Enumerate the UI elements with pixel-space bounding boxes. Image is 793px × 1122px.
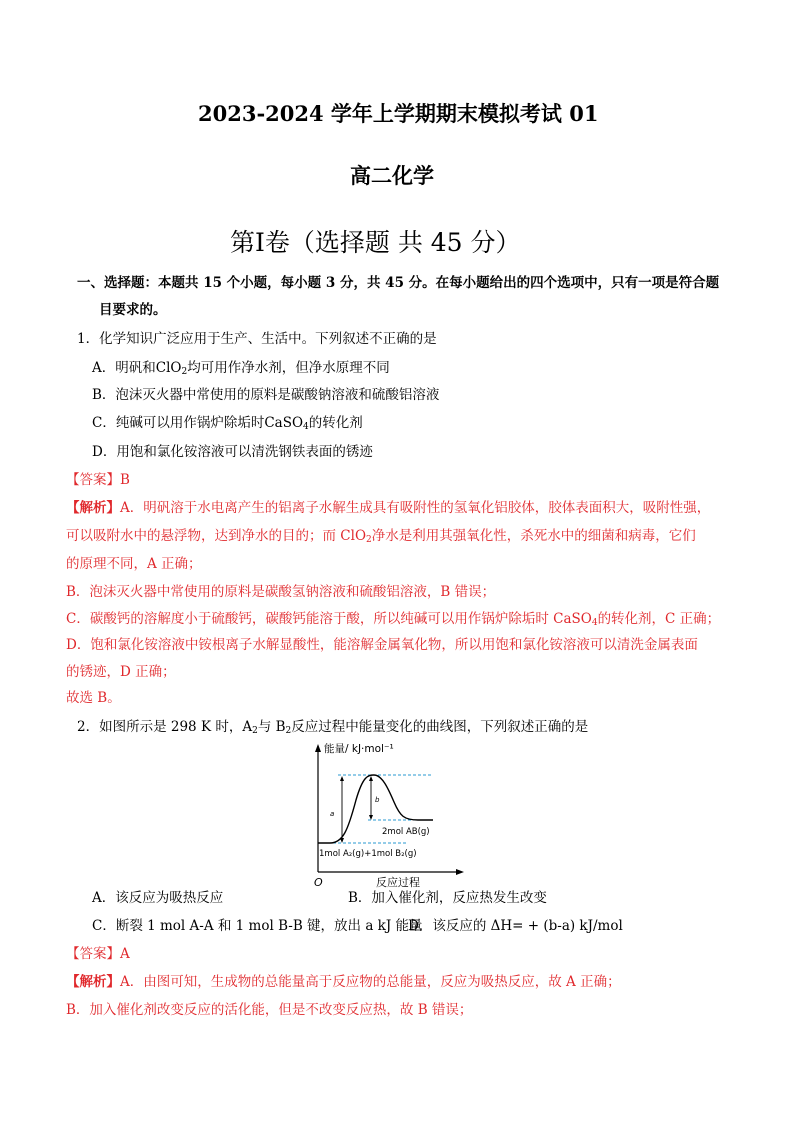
q1-option-d: D．用饱和氯化铵溶液可以清洗钢铁表面的锈迹: [92, 444, 373, 460]
q2-option-d: D．该反应的 ΔH= + (b-a) kJ/mol: [408, 918, 623, 934]
q2-option-b: B．加入催化剂，反应热发生改变: [348, 890, 547, 906]
label-a: a: [330, 810, 335, 818]
q1-analysis-a1: 【解析】A．明矾溶于水电离产生的铝离子水解生成具有吸附性的氢氧化铝胶体，胶体表面积大，吸附性强，: [66, 500, 711, 516]
arrow-a-up-head: [340, 776, 344, 781]
q1-analysis-c: C．碳酸钙的溶解度小于硫酸钙，碳酸钙能溶于酸，所以纯碱可以用作锅炉除垢时 CaSO$_4$的转化剂，C 正确；: [66, 611, 721, 628]
q1-option-b: B．泡沫灭火器中常使用的原料是碳酸钠溶液和硫酸铝溶液: [92, 387, 440, 403]
section-intro-line1: 一、选择题：本题共 15 个小题，每小题 3 分，共 45 分。在每小题给出的四个选项中，只有一项是符合题: [77, 275, 720, 291]
q2-option-c: C．断裂 1 mol A-A 和 1 mol B-B 键，放出 a kJ 能量: [92, 918, 423, 934]
q1-analysis-d2: 的锈迹，D 正确；: [66, 664, 176, 680]
section-intro-line2: 目要求的。: [99, 302, 167, 318]
q1-option-c: C．纯碱可以用作锅炉除垢时CaSO$_4$的转化剂: [92, 415, 363, 432]
q1-answer: 【答案】B: [66, 472, 130, 488]
q2-analysis-b: B．加入催化剂改变反应的活化能，但是不改变反应热，故 B 错误；: [66, 1002, 473, 1018]
energy-diagram-svg: [308, 740, 468, 890]
label-b: b: [375, 796, 380, 804]
page-title: 2023-2024 学年上学期期末模拟考试 01: [198, 101, 599, 126]
x-axis-arrow: [456, 869, 464, 875]
origin-label: O: [314, 876, 323, 889]
energy-diagram: [308, 740, 468, 890]
q2-analysis-a: 【解析】A．由图可知，生成物的总能量高于反应物的总能量，反应为吸热反应，故 A 正确；: [66, 974, 621, 990]
q1-analysis-b: B．泡沫灭火器中常使用的原料是碳酸氢钠溶液和硫酸铝溶液，B 错误；: [66, 584, 496, 600]
x-axis-label: 反应过程: [376, 876, 420, 889]
reactant-label: 1mol A₂(g)+1mol B₂(g): [319, 849, 417, 859]
product-label: 2mol AB(g): [382, 827, 430, 837]
q1-analysis-d1: D．饱和氯化铵溶液中铵根离子水解显酸性，能溶解金属氧化物，所以用饱和氯化铵溶液可以清洗金属表面: [66, 637, 698, 653]
volume-heading: 第I卷（选择题 共 45 分）: [230, 228, 521, 257]
q2-stem: 2．如图所示是 298 K 时，$A_2$与 $B_2$反应过程中能量变化的曲线图，下列叙述正确的是: [77, 719, 589, 736]
y-axis-label: 能量/ kJ·mol⁻¹: [324, 743, 394, 755]
y-axis-arrow: [315, 744, 321, 752]
q1-analysis-a2: 可以吸附水中的悬浮物，达到净水的目的；而 ClO$_2$净水是利用其强氧化性，杀死水中的细菌和病毒，它们: [66, 528, 696, 545]
arrow-a-down-head: [340, 838, 344, 843]
q1-option-a: A．明矾和ClO$_2$均可用作净水剂，但净水原理不同: [92, 360, 390, 377]
q1-stem: 1．化学知识广泛应用于生产、生活中。下列叙述不正确的是: [77, 331, 437, 347]
page-subtitle: 高二化学: [350, 163, 434, 188]
q1-conclusion: 故选 B。: [66, 690, 121, 706]
q2-option-a: A．该反应为吸热反应: [92, 890, 224, 906]
arrow-b-down-head: [369, 815, 373, 820]
arrow-b-up-head: [369, 776, 373, 781]
q2-answer: 【答案】A: [66, 946, 130, 962]
q1-analysis-a3: 的原理不同，A 正确；: [66, 556, 202, 572]
